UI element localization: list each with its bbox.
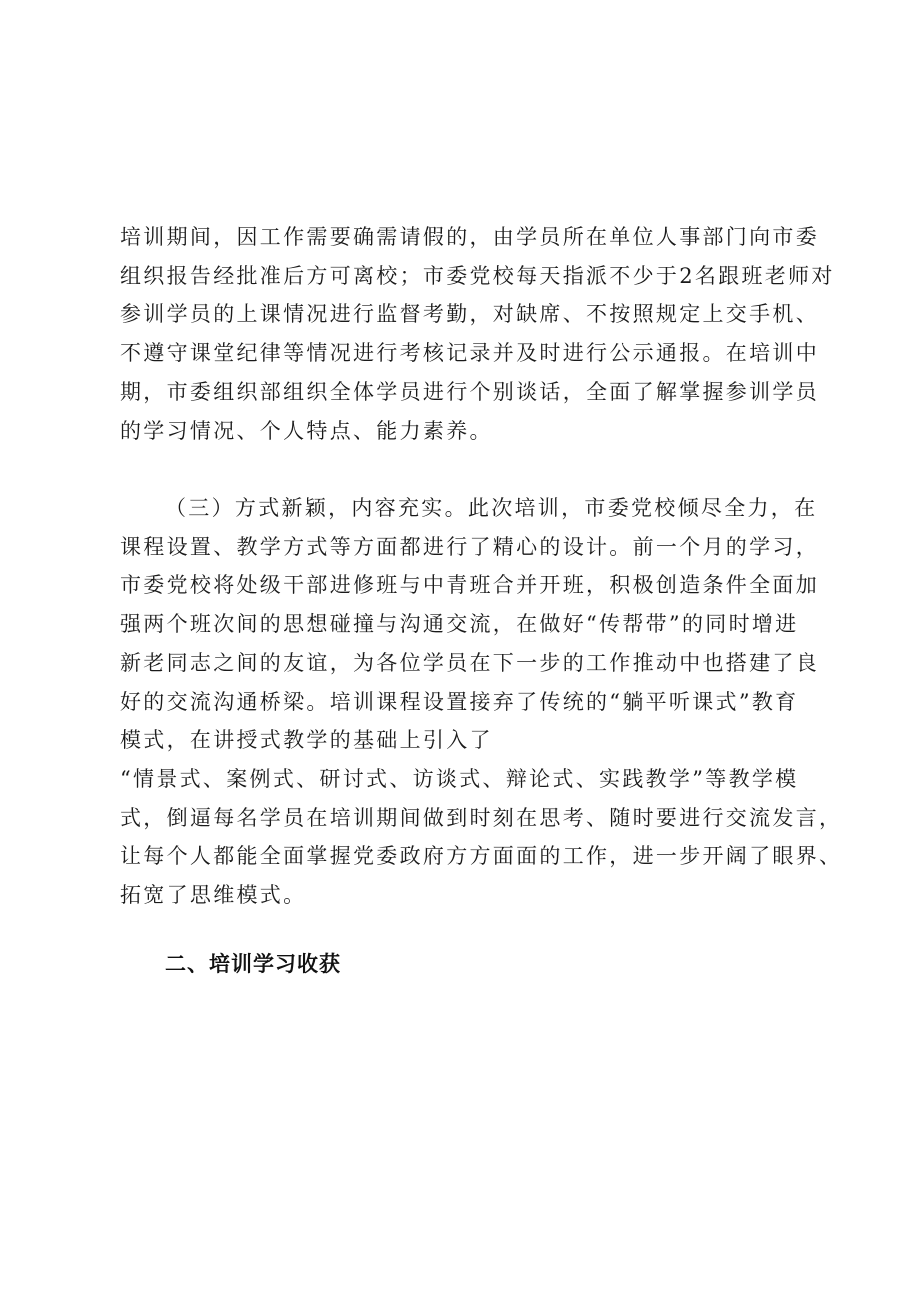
- text-line: （三）方式新颖，内容充实。此次培训，市委党校倾尽全力，在: [165, 496, 818, 520]
- text-line: 式，倒逼每名学员在培训期间做到时刻在思考、随时要进行交流发言，: [120, 805, 843, 830]
- text-line: 新老同志之间的友谊，为各位学员在下一步的工作推动中也搭建了良: [120, 650, 819, 675]
- text-line: 参训学员的上课情况进行监督考勤，对缺席、不按照规定上交手机、: [120, 302, 819, 327]
- text-line: 期，市委组织部组织全体学员进行个别谈话，全面了解掌握参训学员: [120, 379, 819, 404]
- text-line: 组织报告经批准后方可离校；市委党校每天指派不少于2名跟班老师对: [120, 263, 835, 288]
- text-line: 拓宽了思维模式。: [120, 883, 307, 908]
- paragraph-new-methods: [120, 489, 843, 915]
- text-line: 不遵守课堂纪律等情况进行考核记录并及时进行公示通报。在培训中: [120, 341, 819, 366]
- text-line: 的学习情况、个人特点、能力素养。: [120, 418, 493, 443]
- text-line: 好的交流沟通桥梁。培训课程设置接弃了传统的“躺平听课式”教育: [120, 689, 799, 714]
- section-heading: 二、培训学习收获: [165, 952, 341, 976]
- text-line: 模式，在讲授式教学的基础上引入了: [120, 728, 493, 753]
- text-line: 强两个班次间的思想碰撞与沟通交流，在做好“传帮带”的同时增进: [120, 612, 799, 637]
- text-line: 培训期间，因工作需要确需请假的，由学员所在单位人事部门向市委: [120, 225, 819, 249]
- text-line: “情景式、案例式、研讨式、访谈式、辩论式、实践教学”等教学模: [120, 766, 799, 791]
- paragraph-leave-and-attendance: [120, 218, 840, 450]
- text-line: 课程设置、教学方式等方面都进行了精心的设计。前一个月的学习，: [120, 534, 819, 559]
- text-line: 让每个人都能全面掌握党委政府方方面面的工作，进一步开阔了眼界、: [120, 844, 843, 869]
- text-line: 市委党校将处级干部进修班与中青班合并开班，积极创造条件全面加: [120, 573, 819, 598]
